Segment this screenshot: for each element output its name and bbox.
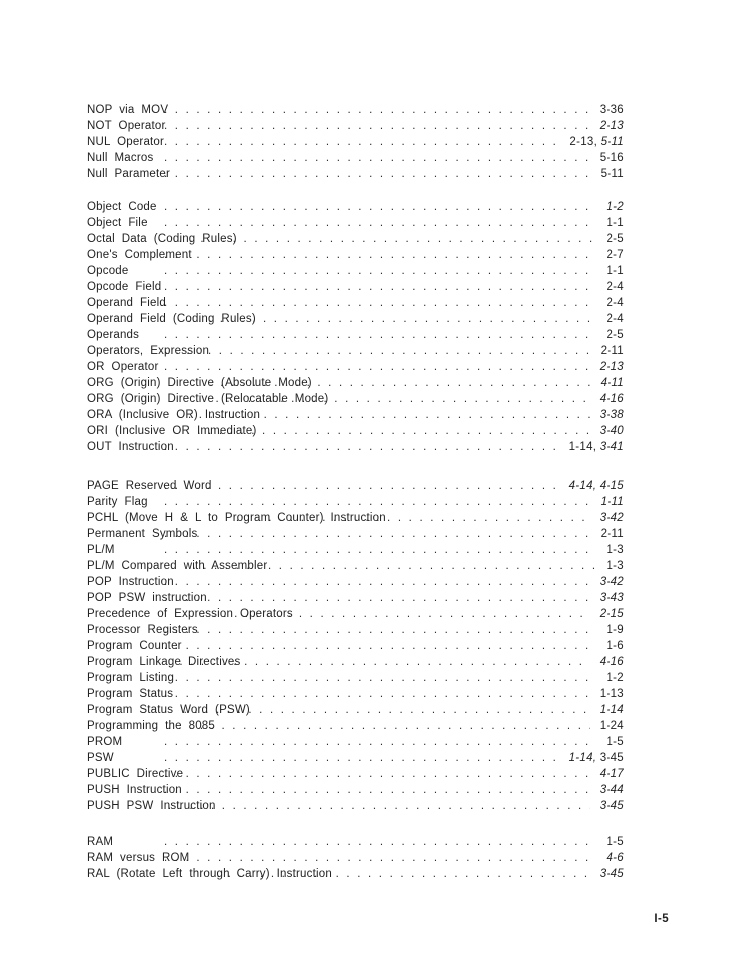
index-section-n [87,102,624,182]
index-entry-pages [600,359,624,375]
page-number: 2-13, [569,136,601,148]
index-entry-pages [600,391,624,407]
index-entry [87,750,624,766]
index-entry [87,734,624,750]
index-entry-pages [601,526,624,542]
page-number: 3-45 [599,868,624,880]
index-entry-pages [600,798,624,814]
page-number: 3-42 [599,576,624,588]
page-number: 1-2 [606,201,624,213]
index-entry-pages [600,782,624,798]
index-entry-pages [569,439,624,455]
page-number: 1-1 [606,265,624,277]
index-entry-label: NOP via MOV [87,104,169,116]
index-entry-pages [606,542,624,558]
index-entry-label: Precedence of Expression Operators [87,608,293,620]
index-entry-pages [600,574,624,590]
dot-leader [164,134,559,150]
index-entry-pages [600,150,624,166]
index-section-p [87,478,624,814]
index-entry-pages [601,166,624,182]
dot-leader [164,526,591,542]
dot-leader [164,118,590,134]
index-entry-pages [606,850,624,866]
index-entry-pages [606,279,624,295]
index-entry [87,359,624,375]
index-entry-pages [600,423,624,439]
index-entry-pages [601,375,624,391]
page-number: 2-4 [606,297,624,309]
index-entry-pages [600,718,624,734]
page-number: 2-13 [599,120,624,132]
index-entry [87,766,624,782]
dot-leader [217,866,590,882]
page-number: 1-3 [606,544,624,556]
index-entry [87,622,624,638]
index-list [87,102,624,882]
index-entry-label: RAM [87,836,114,848]
index-entry [87,702,624,718]
index-entry-label: PCHL (Move H & L to Program Counter) Instruction [87,512,386,524]
index-entry-label: NUL Operator [87,136,165,148]
dot-leader [164,295,596,311]
index-entry-pages [600,654,624,670]
index-entry-pages [569,134,624,150]
index-entry-label: Operands [87,329,140,341]
index-entry [87,782,624,798]
dot-leader [164,670,596,686]
page-number: 3-38 [599,409,624,421]
dot-leader [236,510,590,526]
index-entry-label: PAGE Reserved Word [87,480,212,492]
index-entry-label: OR Operator [87,361,159,373]
index-entry-pages [569,750,624,766]
index-entry [87,542,624,558]
index-entry [87,834,624,850]
index-entry-pages [601,494,624,510]
page-number: 4-16 [599,393,624,405]
index-entry [87,850,624,866]
index-entry [87,134,624,150]
dot-leader [164,215,596,231]
index-entry [87,670,624,686]
dot-leader [164,327,596,343]
index-entry-label: Program Status Word (PSW) [87,704,250,716]
page-number: 3-43 [599,592,624,604]
index-section-r [87,834,624,882]
index-entry-label: PROM [87,736,123,748]
page-number: 1-2 [606,672,624,684]
index-entry-pages [569,478,624,494]
index-entry-pages [606,734,624,750]
page-number: 1-6 [606,640,624,652]
index-entry-label: ORG (Origin) Directive (Absolute Mode) [87,377,312,389]
page-number: 4-15 [599,480,624,492]
index-entry [87,263,624,279]
page-number: 3-36 [599,104,624,116]
index-entry-pages [600,510,624,526]
index-entry-label: PL/M Compared with Assembler [87,560,268,572]
index-entry-label: Program Status [87,688,174,700]
dot-leader [168,798,590,814]
index-entry [87,423,624,439]
dot-leader [188,407,590,423]
index-entry-pages [600,766,624,782]
dot-leader [179,231,597,247]
index-entry [87,247,624,263]
index-entry [87,199,624,215]
page-number: 1-24 [599,720,624,732]
page-number: 2-11 [600,345,624,357]
index-entry-pages [606,834,624,850]
dot-leader [165,343,591,359]
index-entry-label: Operators, Expression [87,345,210,357]
index-entry-label: PUBLIC Directive [87,768,184,780]
index-entry-label: PUSH PSW Instruction [87,800,216,812]
page-number: 3-44 [599,784,624,796]
page-number: 1-3 [606,560,624,572]
dot-leader [179,654,589,670]
dot-leader [164,263,596,279]
index-entry [87,494,624,510]
page-number: 1-14, [568,752,600,764]
dot-leader [209,375,590,391]
page-number: 2-11 [600,528,624,540]
index-entry-pages [606,263,624,279]
dot-leader [164,766,590,782]
index-entry-label: Programming the 8085 [87,720,215,732]
index-entry-label: RAM versus ROM [87,852,190,864]
index-section-o [87,199,624,455]
index-entry-label: Octal Data (Coding Rules) [87,233,237,245]
index-entry-pages [606,622,624,638]
index-entry [87,118,624,134]
index-entry-label: Opcode [87,265,129,277]
index-entry [87,327,624,343]
index-entry [87,654,624,670]
page-number: 2-5 [606,233,624,245]
index-entry [87,478,624,494]
index-entry [87,439,624,455]
index-entry-pages [606,199,624,215]
footer-page-number: I-5 [654,913,669,925]
page-number: 3-42 [599,512,624,524]
index-entry [87,686,624,702]
index-entry-label: Null Macros [87,152,154,164]
page-number: 4-16 [599,656,624,668]
dot-leader [164,638,596,654]
index-entry-label: Permanent Symbols [87,528,198,540]
index-entry-pages [600,590,624,606]
index-entry [87,311,624,327]
dot-leader [164,686,590,702]
index-entry-label: PSW [87,752,114,764]
dot-leader [202,606,590,622]
index-entry-label: One's Complement [87,249,192,261]
index-entry-pages [606,638,624,654]
index-entry [87,866,624,882]
index-entry-label: Parity Flag [87,496,148,508]
index-entry-label: OUT Instruction [87,441,174,453]
page-number: 1-5 [606,836,624,848]
index-entry-label: RAL (Rotate Left through Carry) Instruction [87,868,332,880]
page-number: 3-41 [599,441,624,453]
page-number: 4-17 [599,768,624,780]
index-entry [87,574,624,590]
index-entry-pages [600,407,624,423]
index-entry [87,558,624,574]
index-entry-label: Program Listing [87,672,175,684]
dot-leader [216,391,590,407]
dot-leader [164,834,596,850]
dot-leader [186,423,589,439]
dot-leader [164,150,590,166]
index-entry [87,231,624,247]
index-entry-label: Object File [87,217,148,229]
dot-leader [164,494,591,510]
index-entry-label: Opcode Field [87,281,162,293]
index-entry-pages [606,327,624,343]
index-entry [87,102,624,118]
index-entry-pages [600,102,624,118]
page-number: 4-14, [568,480,600,492]
index-entry-pages [601,343,624,359]
dot-leader [164,542,596,558]
page-number: 3-45 [599,800,624,812]
index-entry-pages [600,702,624,718]
index-entry [87,526,624,542]
page-number: 5-11 [600,136,624,148]
dot-leader [184,702,590,718]
page-number: 5-16 [599,152,624,164]
index-entry-label: Program Linkage Directives [87,656,241,668]
index-entry-label: ORG (Origin) Directive (Relocatable Mode) [87,393,329,405]
page-number: 2-5 [606,329,624,341]
index-entry-label: Program Counter [87,640,182,652]
index-entry-pages [600,118,624,134]
index-entry-label: ORI (Inclusive OR Immediate) [87,425,257,437]
page-number: 2-7 [606,249,624,261]
page-number: 1-1 [606,217,624,229]
page-number: 2-4 [606,313,624,325]
dot-leader [164,359,590,375]
index-entry-pages [606,231,624,247]
dot-leader [164,478,559,494]
index-entry [87,638,624,654]
index-entry [87,279,624,295]
page-number: 5-11 [600,168,624,180]
dot-leader [192,558,596,574]
index-entry-pages [606,295,624,311]
index-entry-label: NOT Operator [87,120,166,132]
page-number: 1-14, [568,441,600,453]
dot-leader [164,782,590,798]
index-entry [87,510,624,526]
page-number: 2-4 [606,281,624,293]
page-number: 3-45 [599,752,624,764]
dot-leader [164,199,596,215]
index-entry-pages [606,558,624,574]
page-number: 1-13 [599,688,624,700]
page-number: 4-11 [600,377,624,389]
index-entry-label: Null Parameter [87,168,170,180]
index-entry [87,215,624,231]
index-entry-label: PUSH Instruction [87,784,182,796]
dot-leader [168,718,590,734]
dot-leader [187,311,596,327]
dot-leader [164,590,590,606]
dot-leader [164,850,596,866]
index-entry-pages [606,247,624,263]
dot-leader [164,166,591,182]
index-entry-pages [600,686,624,702]
index-entry-pages [606,311,624,327]
page-number: 3-40 [599,425,624,437]
dot-leader [164,574,590,590]
index-entry [87,375,624,391]
index-entry [87,150,624,166]
index-entry [87,391,624,407]
dot-leader [164,750,559,766]
dot-leader [164,734,596,750]
page-number: 2-15 [599,608,624,620]
index-entry-pages [606,215,624,231]
dot-leader [164,439,559,455]
dot-leader [164,279,596,295]
index-entry-pages [600,606,624,622]
page-number: 2-13 [599,361,624,373]
index-entry-label: POP Instruction [87,576,174,588]
index-entry [87,590,624,606]
page-number: 4-6 [606,852,624,864]
index-entry-label: Object Code [87,201,157,213]
index-entry-pages [600,866,624,882]
index-entry [87,343,624,359]
page-number: 1-11 [600,496,624,508]
page-number: 1-14 [599,704,624,716]
dot-leader [164,102,590,118]
index-entry [87,407,624,423]
page-number: 1-5 [606,736,624,748]
index-entry-label: Processor Registers [87,624,198,636]
index-entry [87,295,624,311]
index-entry-label: POP PSW instruction [87,592,207,604]
index-entry [87,798,624,814]
dot-leader [164,622,596,638]
index-entry-label: PL/M [87,544,115,556]
index-entry-label: Operand Field (Coding Rules) [87,313,256,325]
index-entry [87,606,624,622]
index-entry-label: Operand Field [87,297,166,309]
index-entry [87,718,624,734]
index-entry-pages [606,670,624,686]
page-footer [654,911,669,927]
dot-leader [164,247,596,263]
index-entry-label: ORA (Inclusive OR) Instruction [87,409,261,421]
index-entry [87,166,624,182]
page-number: 1-9 [606,624,624,636]
